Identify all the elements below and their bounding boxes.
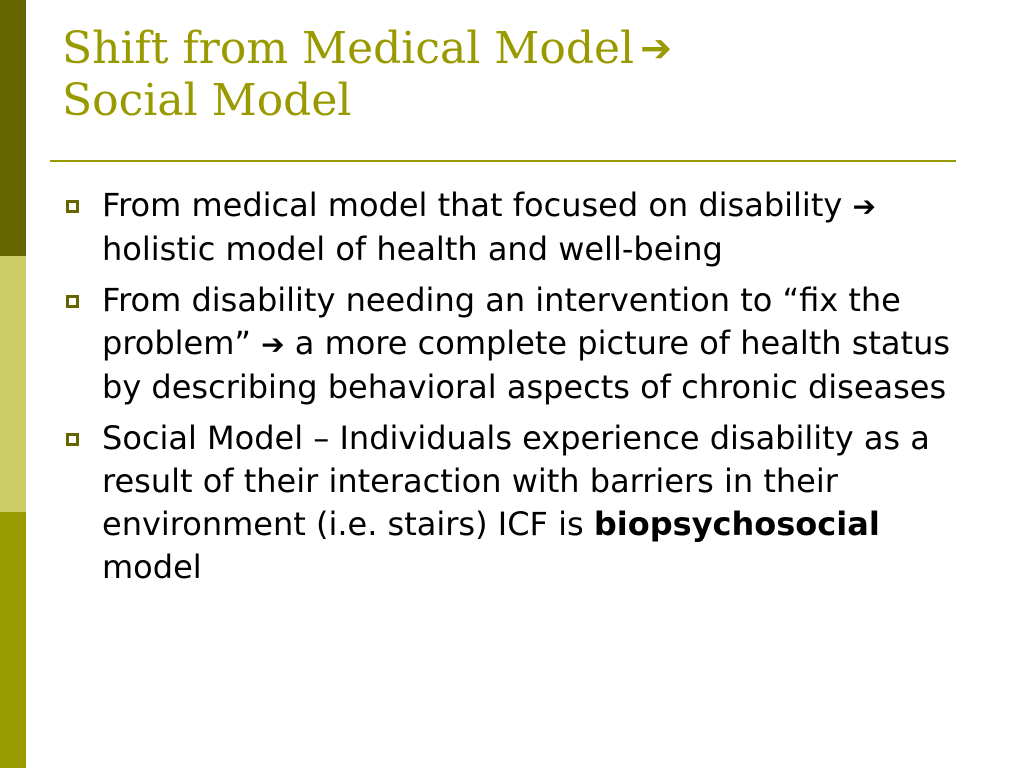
slide-title-line2: Social Model (62, 75, 352, 126)
square-bullet-icon (66, 433, 79, 446)
right-arrow-icon: ➔ (640, 26, 672, 70)
sidebar-segment-top (0, 0, 26, 256)
bullet-text-part: a more complete picture of health status by describing behavioral aspects of chronic diseases (102, 324, 951, 406)
bullet-item (62, 184, 962, 271)
slide-title-line1: Shift from Medical Model (62, 23, 635, 74)
sidebar-segment-middle (0, 256, 26, 512)
title-divider (50, 160, 956, 162)
bullet-list (62, 184, 962, 597)
right-arrow-icon: ➔ (261, 328, 285, 361)
bullet-item (62, 417, 962, 589)
square-bullet-icon (66, 200, 79, 213)
square-bullet-icon (66, 295, 79, 308)
bullet-text-part: model (102, 548, 202, 586)
bullet-text-part: Social Model – Individuals experience disability as a result of their interaction with barriers in their environment (i.e. stairs) ICF is (102, 419, 930, 543)
right-arrow-icon: ➔ (852, 190, 876, 223)
bullet-bold-term: biopsychosocial (593, 505, 880, 543)
slide-title (62, 22, 962, 127)
bullet-item (62, 279, 962, 409)
sidebar-color-bar (0, 0, 26, 768)
bullet-text-part: From medical model that focused on disability (102, 186, 843, 224)
bullet-text-part: From disability needing an intervention to “fix the problem” (102, 281, 901, 362)
sidebar-segment-bottom (0, 512, 26, 768)
bullet-text-part: holistic model of health and well-being (102, 230, 723, 268)
